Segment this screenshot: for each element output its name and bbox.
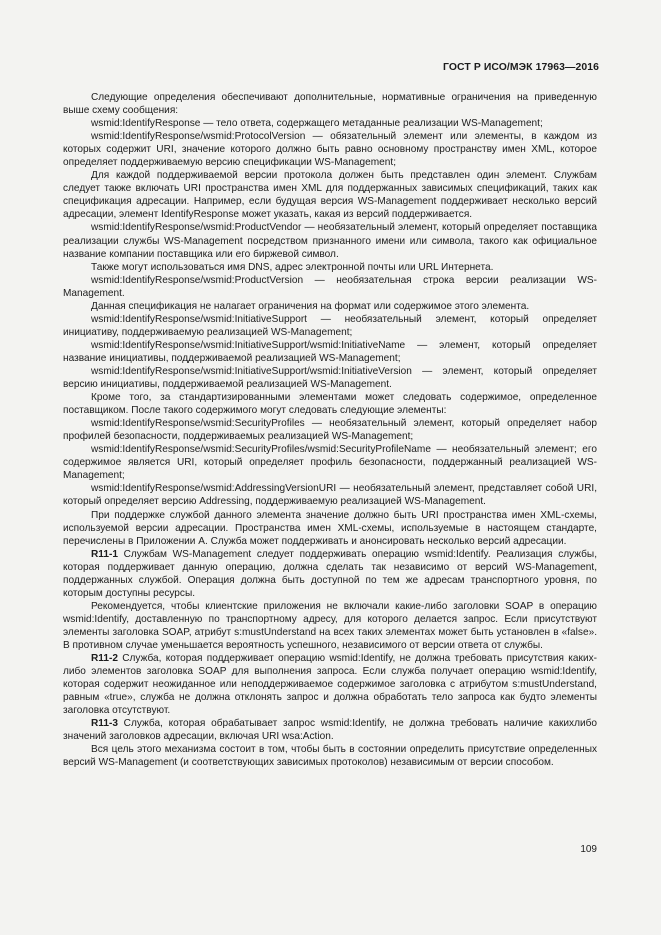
paragraph-text: wsmid:IdentifyResponse/wsmid:InitiativeSupport/wsmid:InitiativeVersion — элемент, который определяет версию инициативы, поддерживаемой реализацией WS-Management.	[63, 365, 597, 391]
paragraph-text: Следующие определения обеспечивают дополнительные, нормативные ограничения на приведенную выше схему сообщения:	[63, 92, 597, 117]
requirement-label: R11-3	[91, 718, 118, 730]
body-paragraph	[63, 274, 597, 300]
body-paragraph	[63, 117, 597, 130]
requirement-label: R11-1	[91, 548, 118, 560]
paragraph-text: Рекомендуется, чтобы клиентские приложения не включали какие-либо заголовки SOAP в операцию wsmid:Identify, доставленную по транспортному адресу, для которого делается запрос. Если присутствуют элементы заголовка SOAP, атрибут s:mustUnderstand на всех таких элементах может быть установлен в «false». В противном случае уменьшается вероятность успешного, независимого от версии ответа от службы.	[63, 600, 597, 651]
body-paragraph	[63, 443, 597, 482]
requirement-label: R11-2	[91, 653, 118, 665]
paragraph-text: Служба, которая обрабатывает запрос wsmid:Identify, не должна требовать наличие какихлибо значений заголовков адресации, включая URI wsa:Action.	[63, 718, 597, 743]
body-paragraph	[63, 365, 597, 391]
document-body	[63, 91, 597, 769]
paragraph-text: wsmid:IdentifyResponse/wsmid:InitiativeSupport/wsmid:InitiativeName — элемент, который определяет название инициативы, поддерживаемой реализацией WS-Management;	[63, 339, 597, 364]
page-number: 109	[580, 844, 597, 855]
paragraph-text: wsmid:IdentifyResponse/wsmid:InitiativeSupport — необязательный элемент, который определяет инициативу, поддерживаемую реализацией WS-Management;	[63, 313, 597, 338]
body-paragraph	[63, 743, 597, 769]
requirement-paragraph	[63, 717, 597, 743]
paragraph-text: При поддержке службой данного элемента значение должно быть URI пространства имен XML-схемы, используемой версии адресации. Пространства имен XML-схемы, используемые в настоящем стандарте, перечислены в Приложении А. Служба может поддерживать и анонсировать несколько версий адресации.	[63, 509, 597, 547]
body-paragraph	[63, 169, 597, 221]
paragraph-text: wsmid:IdentifyResponse/wsmid:SecurityProfiles — необязательный элемент, который определяет набор профилей безопасности, поддерживаемых реализацией WS-Management;	[63, 418, 597, 443]
body-paragraph	[63, 91, 597, 117]
body-paragraph	[63, 300, 597, 313]
body-paragraph	[63, 261, 597, 274]
paragraph-text: wsmid:IdentifyResponse/wsmid:SecurityProfiles/wsmid:SecurityProfileName — необязательный элемент; его содержимое является URI, который определяет профиль безопасности, поддержанный реализацией WS-Management;	[63, 444, 597, 482]
paragraph-text: Вся цель этого механизма состоит в том, чтобы быть в состоянии определить присутствие определенных версий WS-Management (и соответствующих зависимых протоколов) независимым от версии способом.	[63, 744, 597, 769]
paragraph-text: wsmid:IdentifyResponse — тело ответа, содержащего метаданные реализации WS-Management;	[91, 118, 543, 130]
paragraph-text: Для каждой поддерживаемой версии протокола должен быть представлен один элемент. Службам следует также включать URI пространства имен XML для поддержанных зависимых спецификаций, таких как спецификация адресации. Например, если будущая версия WS-Management поддерживает несколько версий адресации, элемент IdentifyResponse может указать, какая из версий поддерживается.	[63, 170, 597, 221]
paragraph-text: Данная спецификация не налагает ограничения на формат или содержимое этого элемента.	[91, 300, 530, 312]
body-paragraph	[63, 391, 597, 417]
paragraph-text: wsmid:IdentifyResponse/wsmid:ProtocolVersion — обязательный элемент или элементы, в каждом из которых содержит URI, значение которого должно быть равно основному пространству имен XML, которое определяет поддерживаемую версию спецификации WS-Management;	[63, 131, 597, 169]
paragraph-text: wsmid:IdentifyResponse/wsmid:ProductVersion — необязательная строка версии реализации WS-Management.	[63, 274, 597, 299]
paragraph-text: Кроме того, за стандартизированными элементами может следовать содержимое, определенное поставщиком. После такого содержимого могут следовать следующие элементы:	[63, 392, 597, 417]
paragraph-text: Службам WS-Management следует поддерживать операцию wsmid:Identify. Реализация службы, которая поддерживает данную операцию, должна сделать так независимо от версий WS-Management, поддержанных службой. Операция должна быть доступной по тем же адресам транспортного уровня, по которым доступны ресурсы.	[63, 548, 597, 599]
body-paragraph	[63, 417, 597, 443]
body-paragraph	[63, 509, 597, 548]
standard-header: ГОСТ Р ИСО/МЭК 17963—2016	[443, 62, 599, 73]
requirement-paragraph	[63, 652, 597, 717]
body-paragraph	[63, 339, 597, 365]
paragraph-text: Служба, которая поддерживает операцию wsmid:Identify, не должна требовать присутствия каких-либо элементов заголовка SOAP для выполнения запроса. Если служба получает операцию wsmid:Identify, которая содержит неожиданное или неподдерживаемое содержимое заголовка с атрибутом s:mustUnderstand, равным «true», служба не должна отклонять запрос и должна обработать тело запроса как будто элементы заголовка отсутствуют.	[63, 653, 597, 717]
requirement-paragraph	[63, 548, 597, 600]
body-paragraph	[63, 130, 597, 169]
body-paragraph	[63, 482, 597, 508]
paragraph-text: wsmid:IdentifyResponse/wsmid:ProductVendor — необязательный элемент, который определяет поставщика реализации службы WS-Management посредством признанного имени или символа, такого как официальное название компании поставщика или его биржевой символ.	[63, 222, 597, 260]
body-paragraph	[63, 221, 597, 260]
body-paragraph	[63, 600, 597, 652]
paragraph-text: Также могут использоваться имя DNS, адрес электронной почты или URL Интернета.	[91, 261, 494, 273]
paragraph-text: wsmid:IdentifyResponse/wsmid:AddressingVersionURI — необязательный элемент, представляет собой URI, который определяет версию Addressing, поддерживаемую реализацией WS-Management.	[63, 483, 597, 508]
body-paragraph	[63, 313, 597, 339]
